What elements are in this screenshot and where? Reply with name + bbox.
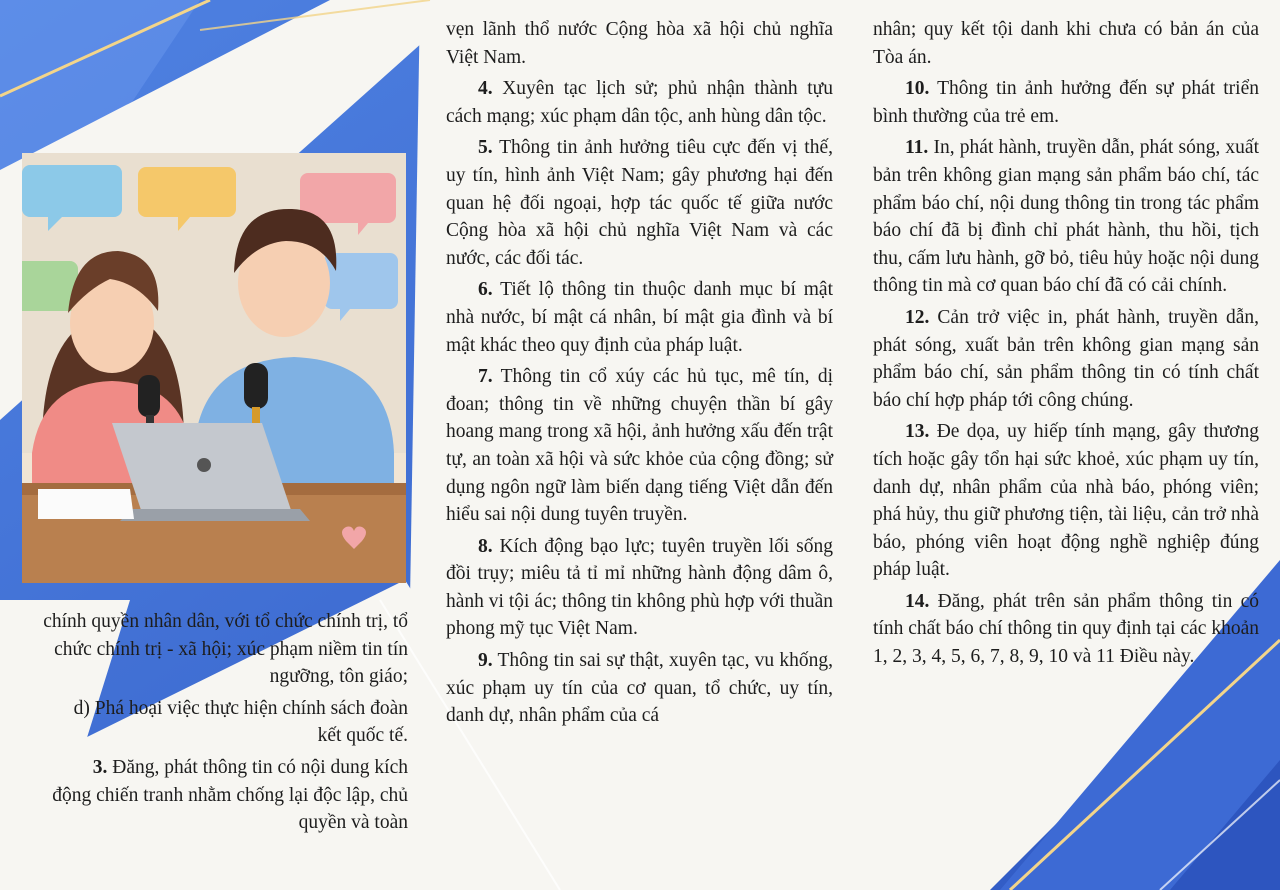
list-item-4 bbox=[446, 75, 833, 130]
item-number: 11. bbox=[905, 137, 929, 159]
item-number: 6. bbox=[478, 279, 493, 301]
item-number: 5. bbox=[478, 137, 493, 159]
list-item-10 bbox=[873, 75, 1259, 130]
item-number: 3. bbox=[92, 756, 108, 778]
item-text: Kích động bạo lực; tuyên truyền lối sống đồi trụy; miêu tả tỉ mỉ những hành động dâm ô, hành vi tội ác; thông tin không phù hợp với thuần phong mỹ tục Việt Nam. bbox=[446, 535, 833, 640]
item-number: 8. bbox=[478, 535, 493, 557]
item-text: Thông tin ảnh hưởng tiêu cực đến vị thế, uy tín, hình ảnh Việt Nam; gây phương hại đến quan hệ đối ngoại, hợp tác quốc tế giữa nước Cộng hòa xã hội chủ nghĩa Việt Nam và các nước, các đối tác. bbox=[446, 137, 833, 269]
item-number: 14. bbox=[905, 590, 930, 612]
item-text: Thông tin cổ xúy các hủ tục, mê tín, dị đoan; thông tin về những chuyện thần bí gây hoang mang trong xã hội, ảnh hưởng xấu đến trật tự, an toàn xã hội và sức khỏe của cộng đồng; sử dụng ngôn ngữ làm biến dạng tiếng Việt dẫn đến hiểu sai nội dung tuyên truyền. bbox=[446, 366, 833, 526]
presenters-illustration bbox=[22, 153, 406, 583]
item-text: In, phát hành, truyền dẫn, phát sóng, xuất bản trên không gian mạng sản phẩm báo chí, tác phẩm báo chí, nội dung thông tin trong tác phẩm báo chí đã bị đình chỉ phát hành, thu hồi, tịch thu, cấm lưu hành, gỡ bỏ, tiêu hủy hoặc nội dung thông tin mà cơ quan báo chí đã có cải chính. bbox=[873, 137, 1259, 297]
list-item-3 bbox=[32, 754, 408, 837]
list-item-13 bbox=[873, 418, 1259, 584]
text-column-3 bbox=[873, 16, 1259, 675]
list-item-14 bbox=[873, 588, 1259, 671]
item-text: Thông tin sai sự thật, xuyên tạc, vu khống, xúc phạm uy tín của cơ quan, tổ chức, uy tín, danh dự, nhân phẩm của cá bbox=[446, 650, 833, 727]
item-text: Đăng, phát trên sản phẩm thông tin có tính chất báo chí thông tin quy định tại các khoản 1, 2, 3, 4, 5, 6, 7, 8, 9, 10 và 11 Điều này. bbox=[873, 590, 1259, 668]
text-column-2 bbox=[446, 16, 833, 734]
item-number: 13. bbox=[905, 421, 930, 443]
list-item-9 bbox=[446, 647, 833, 730]
item-text: Cản trở việc in, phát hành, truyền dẫn, phát sóng, xuất bản trên không gian mạng sản phẩm báo chí, sản phẩm thông tin có tính chất báo chí hợp pháp tới công chúng. bbox=[873, 306, 1259, 411]
item-number: 9. bbox=[478, 650, 493, 672]
apple-logo-icon bbox=[197, 458, 211, 472]
list-item-7 bbox=[446, 363, 833, 529]
list-item-12 bbox=[873, 304, 1259, 414]
item-text: Tiết lộ thông tin thuộc danh mục bí mật nhà nước, bí mật cá nhân, bí mật gia đình và bí mật khác theo quy định của pháp luật. bbox=[446, 279, 833, 356]
list-item-5 bbox=[446, 134, 833, 272]
continuation-paragraph: nhân; quy kết tội danh khi chưa có bản án của Tòa án. bbox=[873, 19, 1259, 68]
list-item-8 bbox=[446, 533, 833, 643]
list-item-6 bbox=[446, 276, 833, 359]
item-text: Đăng, phát thông tin có nội dung kích động chiến tranh nhằm chống lại độc lập, chủ quyền và toàn bbox=[52, 756, 408, 834]
item-text: Đe dọa, uy hiếp tính mạng, gây thương tích hoặc gây tổn hại sức khoẻ, xúc phạm uy tín, danh dự, nhân phẩm của nhà báo, phóng viên; phá hủy, thu giữ phương tiện, tài liệu, cản trở nhà báo, phóng viên hoạt động nghề nghiệp đúng pháp luật. bbox=[873, 421, 1259, 581]
item-text: Thông tin ảnh hưởng đến sự phát triển bình thường của trẻ em. bbox=[873, 78, 1259, 127]
continuation-paragraph: vẹn lãnh thổ nước Cộng hòa xã hội chủ nghĩa Việt Nam. bbox=[446, 19, 833, 68]
item-number: 10. bbox=[905, 78, 930, 100]
list-item-11 bbox=[873, 134, 1259, 300]
item-number: 4. bbox=[478, 78, 493, 100]
item-number: 7. bbox=[478, 366, 493, 388]
list-item-d: d) Phá hoại việc thực hiện chính sách đoàn kết quốc tế. bbox=[73, 697, 408, 747]
continuation-paragraph: chính quyền nhân dân, với tổ chức chính trị, tổ chức chính trị - xã hội; xúc phạm niềm tin tín ngưỡng, tôn giáo; bbox=[43, 611, 408, 688]
item-number: 12. bbox=[905, 306, 930, 328]
item-text: Xuyên tạc lịch sử; phủ nhận thành tựu cách mạng; xúc phạm dân tộc, anh hùng dân tộc. bbox=[446, 78, 833, 127]
text-column-1 bbox=[32, 608, 408, 841]
